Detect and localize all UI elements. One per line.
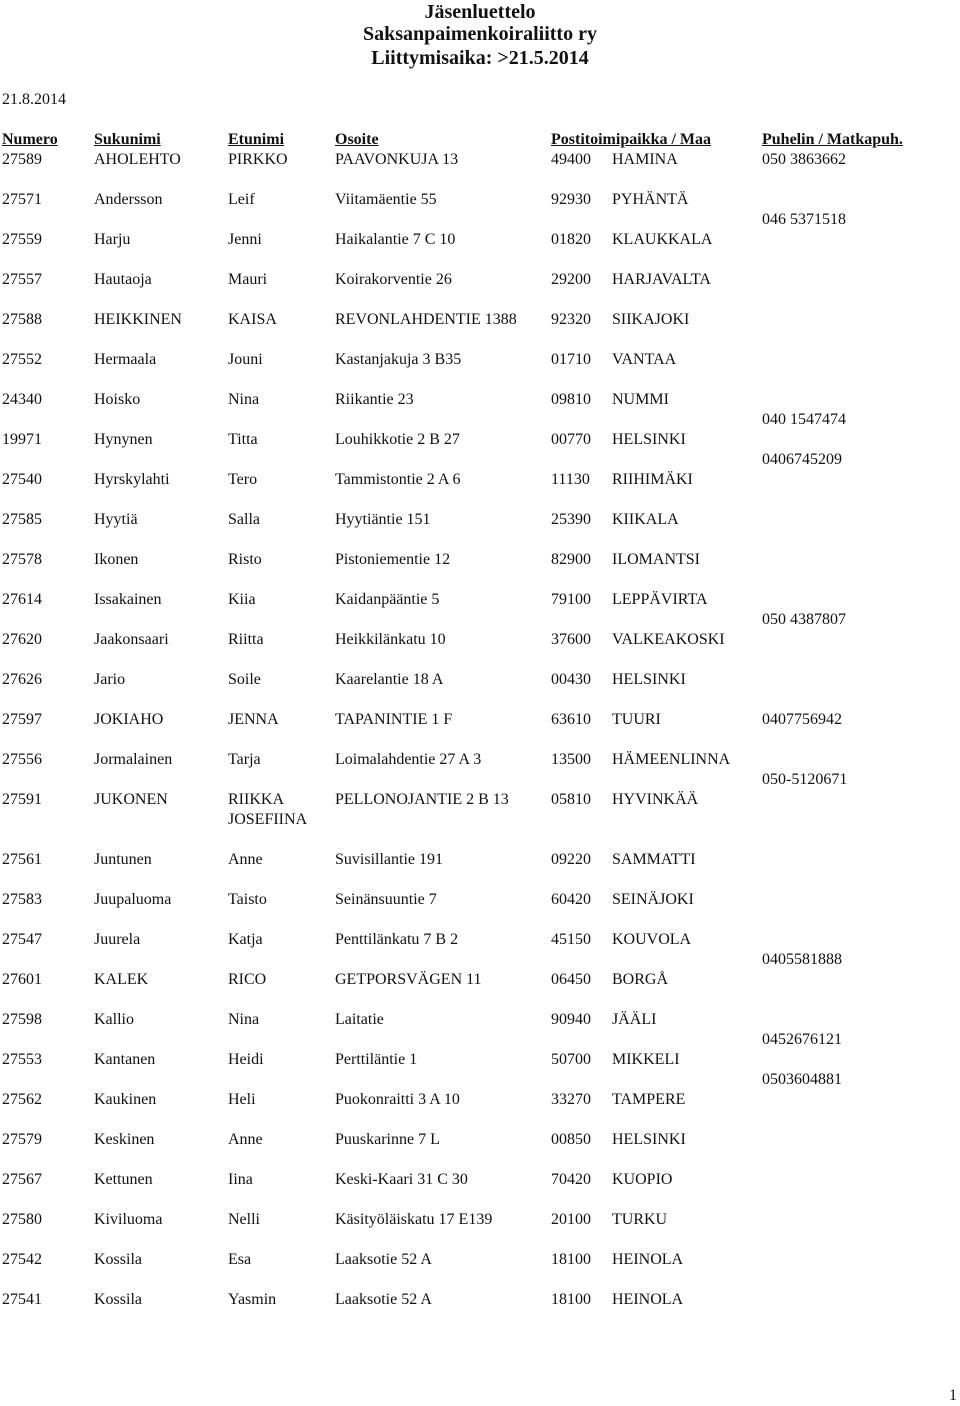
cell-numero: 27540 <box>2 471 42 488</box>
cell-etunimi: Tero <box>228 471 258 488</box>
cell-numero: 27578 <box>2 551 42 568</box>
cell-sukunimi: Ikonen <box>94 551 139 568</box>
cell-osoite: Keski-Kaari 31 C 30 <box>335 1171 468 1188</box>
cell-sukunimi: Juupaluoma <box>94 891 172 908</box>
cell-paikka: MIKKELI <box>612 1051 680 1068</box>
cell-osoite: Kaarelantie 18 A <box>335 671 444 688</box>
cell-postinumero: 79100 <box>551 591 591 608</box>
cell-etunimi: Iina <box>228 1171 253 1188</box>
cell-osoite: Puuskarinne 7 L <box>335 1131 440 1148</box>
cell-numero: 27561 <box>2 851 42 868</box>
cell-sukunimi: Kossila <box>94 1291 142 1308</box>
cell-etunimi: Titta <box>228 431 258 448</box>
cell-sukunimi: Jaakonsaari <box>94 631 169 648</box>
cell-puhelin: 0406745209 <box>762 451 842 468</box>
cell-postinumero: 60420 <box>551 891 591 908</box>
cell-osoite: Riikantie 23 <box>335 391 414 408</box>
cell-sukunimi: JUKONEN <box>94 791 168 808</box>
cell-postinumero: 00770 <box>551 431 591 448</box>
cell-osoite: Hyytiäntie 151 <box>335 511 431 528</box>
cell-paikka: HÄMEENLINNA <box>612 751 731 768</box>
cell-paikka: HEINOLA <box>612 1291 684 1308</box>
cell-etunimi: Heidi <box>228 1051 264 1068</box>
cell-sukunimi: Hynynen <box>94 431 153 448</box>
cell-postinumero: 33270 <box>551 1091 591 1108</box>
cell-numero: 27626 <box>2 671 42 688</box>
col-header-postitoimipaikka: Postitoimipaikka / Maa <box>551 131 712 148</box>
cell-postinumero: 06450 <box>551 971 591 988</box>
cell-numero: 27557 <box>2 271 42 288</box>
cell-postinumero: 50700 <box>551 1051 591 1068</box>
cell-paikka: KOUVOLA <box>612 931 692 948</box>
cell-sukunimi: Juurela <box>94 931 141 948</box>
col-header-osoite: Osoite <box>335 131 379 148</box>
cell-sukunimi: Kettunen <box>94 1171 153 1188</box>
col-header-sukunimi: Sukunimi <box>94 131 161 148</box>
cell-postinumero: 18100 <box>551 1251 591 1268</box>
cell-paikka: HELSINKI <box>612 1131 686 1148</box>
cell-paikka: HYVINKÄÄ <box>612 791 699 808</box>
cell-puhelin: 050 4387807 <box>762 611 846 628</box>
cell-paikka: NUMMI <box>612 391 669 408</box>
cell-sukunimi: Hermaala <box>94 351 157 368</box>
cell-numero: 27614 <box>2 591 42 608</box>
cell-etunimi: Tarja <box>228 751 261 768</box>
cell-osoite: Heikkilänkatu 10 <box>335 631 446 648</box>
cell-paikka: HEINOLA <box>612 1251 684 1268</box>
cell-postinumero: 70420 <box>551 1171 591 1188</box>
cell-etunimi: Mauri <box>228 271 268 288</box>
cell-sukunimi: Kallio <box>94 1011 134 1028</box>
cell-osoite: Laaksotie 52 A <box>335 1251 432 1268</box>
cell-numero: 27598 <box>2 1011 42 1028</box>
cell-etunimi: Anne <box>228 1131 263 1148</box>
cell-paikka: KUOPIO <box>612 1171 673 1188</box>
organization-name: Saksanpaimenkoiraliitto ry <box>363 23 597 45</box>
cell-numero: 27552 <box>2 351 42 368</box>
cell-paikka: KIIKALA <box>612 511 679 528</box>
cell-numero: 27620 <box>2 631 42 648</box>
cell-etunimi: Katja <box>228 931 263 948</box>
cell-numero: 27601 <box>2 971 42 988</box>
cell-sukunimi: Harju <box>94 231 131 248</box>
cell-osoite: Koirakorventie 26 <box>335 271 452 288</box>
cell-etunimi: Nina <box>228 1011 260 1028</box>
cell-sukunimi: AHOLEHTO <box>94 151 181 168</box>
cell-postinumero: 63610 <box>551 711 591 728</box>
cell-etunimi: Leif <box>228 191 255 208</box>
cell-etunimi: Riitta <box>228 631 264 648</box>
cell-paikka: VALKEAKOSKI <box>612 631 725 648</box>
cell-etunimi: JENNA <box>228 711 279 728</box>
cell-etunimi-line2: JOSEFIINA <box>228 811 308 828</box>
cell-osoite: Suvisillantie 191 <box>335 851 443 868</box>
cell-paikka: ILOMANTSI <box>612 551 700 568</box>
cell-numero: 27579 <box>2 1131 42 1148</box>
cell-paikka: TUURI <box>612 711 661 728</box>
cell-paikka: HELSINKI <box>612 671 686 688</box>
cell-sukunimi: Juntunen <box>94 851 152 868</box>
cell-paikka: SIIKAJOKI <box>612 311 690 328</box>
col-header-etunimi: Etunimi <box>228 131 285 148</box>
cell-numero: 27559 <box>2 231 42 248</box>
cell-paikka: LEPPÄVIRTA <box>612 591 708 608</box>
cell-sukunimi: HEIKKINEN <box>94 311 182 328</box>
cell-paikka: JÄÄLI <box>612 1011 657 1028</box>
cell-numero: 27562 <box>2 1091 42 1108</box>
cell-paikka: RIIHIMÄKI <box>612 471 693 488</box>
cell-osoite: Pistoniementie 12 <box>335 551 451 568</box>
cell-paikka: PYHÄNTÄ <box>612 191 689 208</box>
cell-postinumero: 00430 <box>551 671 591 688</box>
cell-paikka: VANTAA <box>612 351 677 368</box>
cell-osoite: Kastanjakuja 3 B35 <box>335 351 462 368</box>
cell-etunimi: Nelli <box>228 1211 260 1228</box>
cell-osoite: Louhikkotie 2 B 27 <box>335 431 460 448</box>
cell-sukunimi: Hautaoja <box>94 271 152 288</box>
cell-postinumero: 05810 <box>551 791 591 808</box>
cell-postinumero: 11130 <box>551 471 590 488</box>
cell-etunimi: Esa <box>228 1251 252 1268</box>
cell-puhelin: 0407756942 <box>762 711 842 728</box>
cell-numero: 27588 <box>2 311 42 328</box>
cell-osoite: Seinänsuuntie 7 <box>335 891 437 908</box>
cell-etunimi: RICO <box>228 971 267 988</box>
cell-postinumero: 01820 <box>551 231 591 248</box>
cell-numero: 27547 <box>2 931 42 948</box>
cell-postinumero: 13500 <box>551 751 591 768</box>
cell-sukunimi: Jormalainen <box>94 751 173 768</box>
doc-title: Jäsenluettelo <box>424 1 536 23</box>
cell-postinumero: 37600 <box>551 631 591 648</box>
cell-sukunimi: Kantanen <box>94 1051 156 1068</box>
cell-osoite: PELLONOJANTIE 2 B 13 <box>335 791 509 808</box>
col-header-puhelin: Puhelin / Matkapuh. <box>762 131 903 148</box>
join-date-filter: Liittymisaika: >21.5.2014 <box>371 47 589 69</box>
cell-sukunimi: Kiviluoma <box>94 1211 163 1228</box>
cell-numero: 27583 <box>2 891 42 908</box>
cell-etunimi: RIIKKA <box>228 791 284 808</box>
cell-postinumero: 01710 <box>551 351 591 368</box>
cell-sukunimi: Andersson <box>94 191 163 208</box>
cell-osoite: Laitatie <box>335 1011 384 1028</box>
cell-numero: 27567 <box>2 1171 42 1188</box>
cell-numero: 27580 <box>2 1211 42 1228</box>
cell-paikka: HAMINA <box>612 151 678 168</box>
cell-osoite: TAPANINTIE 1 F <box>335 711 453 728</box>
cell-etunimi: Yasmin <box>228 1291 277 1308</box>
cell-etunimi: PIRKKO <box>228 151 288 168</box>
cell-postinumero: 20100 <box>551 1211 591 1228</box>
cell-etunimi: Jenni <box>228 231 262 248</box>
cell-numero: 27553 <box>2 1051 42 1068</box>
cell-paikka: SEINÄJOKI <box>612 891 694 908</box>
cell-numero: 27556 <box>2 751 42 768</box>
cell-sukunimi: Jario <box>94 671 126 688</box>
cell-numero: 27589 <box>2 151 42 168</box>
cell-numero: 27542 <box>2 1251 42 1268</box>
cell-postinumero: 00850 <box>551 1131 591 1148</box>
cell-puhelin: 0405581888 <box>762 951 842 968</box>
cell-postinumero: 09810 <box>551 391 591 408</box>
cell-numero: 24340 <box>2 391 42 408</box>
cell-etunimi: KAISA <box>228 311 277 328</box>
cell-postinumero: 29200 <box>551 271 591 288</box>
cell-postinumero: 18100 <box>551 1291 591 1308</box>
cell-numero: 27585 <box>2 511 42 528</box>
cell-paikka: TURKU <box>612 1211 668 1228</box>
cell-osoite: Kaidanpääntie 5 <box>335 591 440 608</box>
cell-etunimi: Kiia <box>228 591 256 608</box>
cell-postinumero: 45150 <box>551 931 591 948</box>
cell-osoite: Tammistontie 2 A 6 <box>335 471 461 488</box>
cell-sukunimi: Hyytiä <box>94 511 138 528</box>
report-date: 21.8.2014 <box>2 91 66 108</box>
cell-sukunimi: Kaukinen <box>94 1091 157 1108</box>
cell-puhelin: 0452676121 <box>762 1031 842 1048</box>
cell-postinumero: 25390 <box>551 511 591 528</box>
cell-osoite: Haikalantie 7 C 10 <box>335 231 456 248</box>
cell-postinumero: 09220 <box>551 851 591 868</box>
cell-etunimi: Jouni <box>228 351 263 368</box>
cell-osoite: Perttiläntie 1 <box>335 1051 418 1068</box>
cell-etunimi: Soile <box>228 671 261 688</box>
cell-etunimi: Taisto <box>228 891 267 908</box>
cell-sukunimi: Hoisko <box>94 391 141 408</box>
cell-numero: 27541 <box>2 1291 42 1308</box>
cell-osoite: Loimalahdentie 27 A 3 <box>335 751 482 768</box>
cell-postinumero: 92930 <box>551 191 591 208</box>
cell-postinumero: 92320 <box>551 311 591 328</box>
cell-sukunimi: Hyrskylahti <box>94 471 170 488</box>
cell-postinumero: 90940 <box>551 1011 591 1028</box>
cell-sukunimi: Keskinen <box>94 1131 155 1148</box>
cell-paikka: SAMMATTI <box>612 851 696 868</box>
cell-sukunimi: Issakainen <box>94 591 162 608</box>
cell-numero: 27571 <box>2 191 42 208</box>
cell-postinumero: 82900 <box>551 551 591 568</box>
cell-puhelin: 046 5371518 <box>762 211 846 228</box>
cell-osoite: Käsityöläiskatu 17 E139 <box>335 1211 493 1228</box>
cell-postinumero: 49400 <box>551 151 591 168</box>
cell-osoite: Puokonraitti 3 A 10 <box>335 1091 460 1108</box>
cell-puhelin: 0503604881 <box>762 1071 842 1088</box>
cell-paikka: KLAUKKALA <box>612 231 713 248</box>
cell-paikka: BORGÅ <box>612 971 669 988</box>
cell-osoite: Viitamäentie 55 <box>335 191 437 208</box>
cell-sukunimi: KALEK <box>94 971 149 988</box>
cell-paikka: HARJAVALTA <box>612 271 711 288</box>
page-number: 1 <box>949 1387 957 1404</box>
cell-sukunimi: JOKIAHO <box>94 711 164 728</box>
cell-osoite: GETPORSVÄGEN 11 <box>335 971 482 988</box>
cell-numero: 19971 <box>2 431 42 448</box>
cell-paikka: TAMPERE <box>612 1091 686 1108</box>
cell-puhelin: 040 1547474 <box>762 411 846 428</box>
cell-etunimi: Heli <box>228 1091 256 1108</box>
cell-etunimi: Anne <box>228 851 263 868</box>
col-header-numero: Numero <box>2 131 58 148</box>
cell-sukunimi: Kossila <box>94 1251 142 1268</box>
cell-osoite: Penttilänkatu 7 B 2 <box>335 931 459 948</box>
cell-etunimi: Salla <box>228 511 260 528</box>
cell-puhelin: 050 3863662 <box>762 151 846 168</box>
cell-osoite: Laaksotie 52 A <box>335 1291 432 1308</box>
cell-numero: 27591 <box>2 791 42 808</box>
cell-paikka: HELSINKI <box>612 431 686 448</box>
cell-etunimi: Risto <box>228 551 262 568</box>
cell-osoite: PAAVONKUJA 13 <box>335 151 459 168</box>
cell-osoite: REVONLAHDENTIE 1388 <box>335 311 517 328</box>
cell-numero: 27597 <box>2 711 42 728</box>
cell-etunimi: Nina <box>228 391 260 408</box>
cell-puhelin: 050-5120671 <box>762 771 848 788</box>
